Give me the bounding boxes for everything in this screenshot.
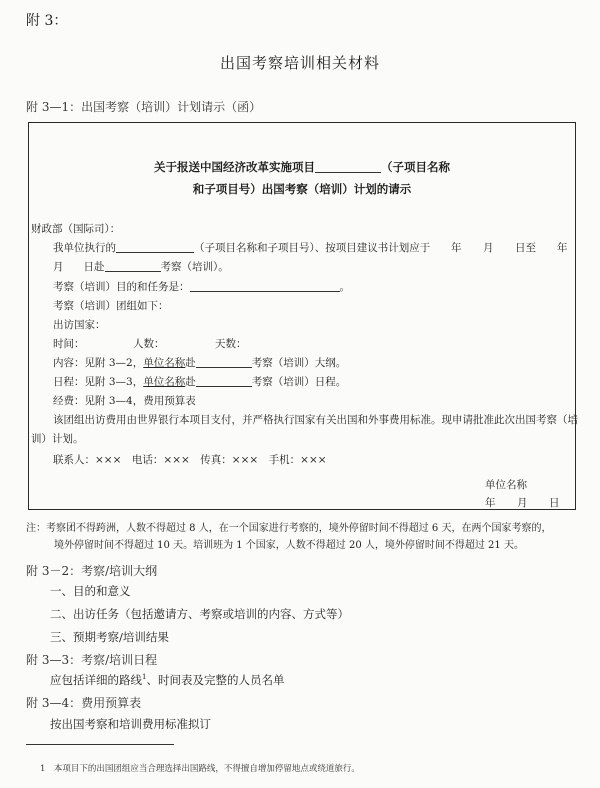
- budget-line: 经费：见附 3—4，费用预算表: [53, 395, 196, 407]
- budget-item: 按出国考察和培训费用标准拟订: [50, 717, 211, 731]
- pledge-line1: 该团组出访费用由世界银行本项目支付，并严格执行国家有关出国和外事费用标准。现申请批准此次出国考察（培: [53, 414, 578, 426]
- content-text-b: 赴: [185, 357, 196, 369]
- blank-subproject: [116, 240, 194, 253]
- blank-schedule-dest: [196, 374, 252, 387]
- blank-project-name: [315, 160, 381, 173]
- content-text-a: 内容：见附 3—2，: [53, 357, 144, 369]
- footnote-marker: 1: [142, 673, 147, 682]
- purpose-label: 考察（培训）目的和任务是：: [53, 281, 190, 293]
- page-title: 出国考察培训相关材料: [219, 54, 380, 72]
- p1-day-to: 日至: [515, 242, 536, 254]
- sign-month: 月: [517, 497, 528, 509]
- letter-title-line2: 和子项目号）出国考察（培训）计划的请示: [192, 182, 412, 196]
- letter-title-text-b: （子项目名称: [381, 160, 450, 174]
- content-line: [53, 355, 346, 370]
- footnote-text: 1 本项目下的出国团组应当合理选择出国路线，不得擅自增加停留地点或绕道旅行。: [40, 764, 360, 774]
- letter-title-line1: [29, 159, 575, 175]
- people-label: 人数：: [133, 338, 165, 350]
- content-text-c: 考察（培训）大纲。: [251, 357, 347, 369]
- contact-line: 联系人：××× 电话：××× 传真：××× 手机：×××: [53, 454, 327, 466]
- schedule-line: [53, 374, 346, 389]
- letter-paragraph-1: [53, 240, 430, 255]
- schedule-item-a: 应包括详细的路线: [50, 673, 142, 687]
- blank-purpose: [190, 279, 340, 292]
- outline-item-3: 三、预期考察/培训结果: [50, 630, 169, 644]
- purpose-line: [53, 279, 350, 294]
- p1-year: 年: [451, 242, 462, 254]
- letter-paragraph-1-cont: [53, 259, 229, 274]
- note-line2: 境外停留时间不得超过 10 天。培训班为 1 个国家，人数不得超过 20 人，境外停留时间不得超过 21 天。: [54, 540, 524, 551]
- p1-year2: 年: [557, 242, 568, 254]
- sign-year: 年: [485, 497, 496, 509]
- p1-month: 月: [483, 242, 494, 254]
- content-unit: 单位名称: [143, 357, 186, 369]
- schedule-item: [50, 672, 284, 688]
- schedule-unit: 单位名称: [143, 376, 186, 388]
- footnote-divider: [26, 744, 174, 745]
- section-3-2-heading: 附 3－2：考察/培训大纲: [26, 564, 158, 578]
- note-line1: 注：考察团不得跨洲，人数不得超过 8 人，在一个国家进行考察的，境外停留时间不得超过 6 天，在两个国家考察的，: [26, 523, 552, 534]
- schedule-text-a: 日程：见附 3—3，: [53, 376, 144, 388]
- p2-day-to: 日赴: [83, 261, 105, 273]
- blank-content-dest: [196, 355, 252, 368]
- sign-day: 日: [549, 497, 560, 509]
- sign-unit: 单位名称: [485, 479, 527, 491]
- p1-text-a: 我单位执行的: [53, 242, 116, 254]
- letter-title-text-a: 关于报送中国经济改革实施项目: [154, 160, 315, 174]
- pledge-line2: 训）计划。: [31, 433, 84, 445]
- schedule-item-b: 、时间表及完整的人员名单: [146, 673, 285, 687]
- schedule-text-b: 赴: [185, 376, 196, 388]
- note: [26, 520, 586, 554]
- schedule-text-c: 考察（培训）日程。: [251, 376, 347, 388]
- letter-recipient: 财政部（国际司）：: [31, 223, 121, 235]
- purpose-end: 。: [339, 281, 350, 293]
- p2-month: 月: [53, 261, 64, 273]
- outline-item-1: 一、目的和意义: [50, 584, 131, 598]
- appendix-label: 附 3：: [26, 13, 68, 29]
- outline-item-2: 二、出访任务（包括邀请方、考察或培训的内容、方式等）: [50, 607, 349, 621]
- days-label: 天数：: [215, 338, 247, 350]
- blank-destination: [105, 259, 161, 272]
- section-3-4-heading: 附 3—4：费用预算表: [26, 696, 142, 710]
- section-3-3-heading: 附 3—3：考察/培训日程: [26, 653, 158, 667]
- p1-text-b: （子项目名称和子项目号）、按项目建议书计划应于: [194, 242, 431, 254]
- countries-line: 出访国家：: [53, 319, 106, 331]
- delegation-line: 考察（培训）团组如下：: [53, 300, 169, 312]
- request-letter-box: [28, 122, 576, 510]
- p2-end: 考察（培训）。: [160, 261, 229, 273]
- time-label: 时间：: [53, 338, 85, 350]
- sub-heading-3-1: 附 3—1：出国考察（培训）计划请示（函）: [26, 100, 262, 114]
